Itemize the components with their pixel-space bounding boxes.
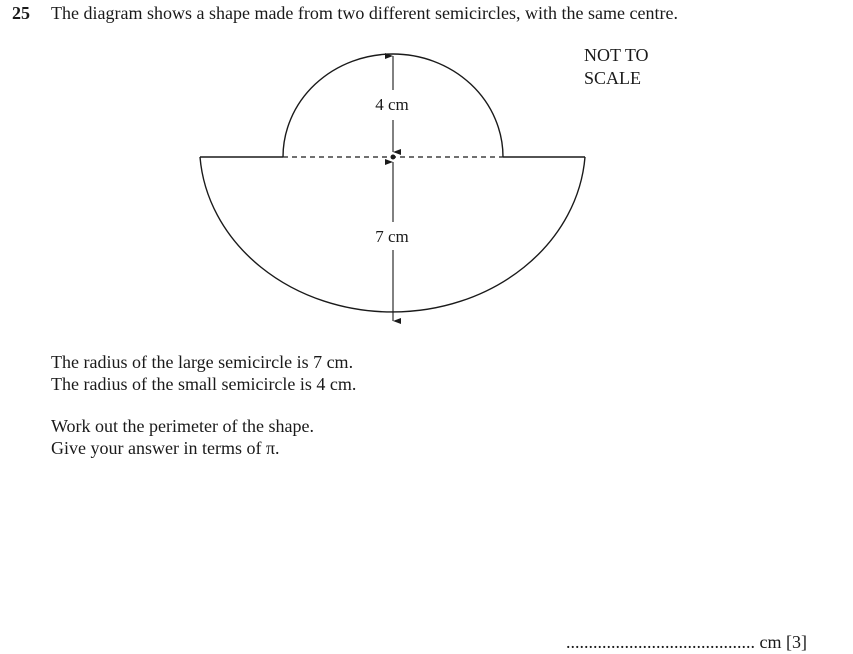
task-instructions xyxy=(51,415,314,459)
large-radius-statement: The radius of the large semicircle is 7 cm. xyxy=(51,352,354,372)
not-to-scale-line1: NOT TO xyxy=(584,45,649,65)
task-line: Work out the perimeter of the shape. xyxy=(51,416,314,436)
small-radius-label: 4 cm xyxy=(375,95,409,114)
centre-point xyxy=(391,155,396,160)
answer-line xyxy=(566,632,807,653)
not-to-scale-line2: SCALE xyxy=(584,68,642,88)
answer-blank[interactable]: .......................................... xyxy=(566,632,755,652)
marks-indicator: [3] xyxy=(786,632,807,652)
large-radius-label: 7 cm xyxy=(375,227,409,246)
given-information xyxy=(51,351,356,395)
answer-unit: cm xyxy=(759,632,782,652)
question-stem: The diagram shows a shape made from two different semicircles, with the same centre. xyxy=(51,3,678,23)
question-number: 25 xyxy=(12,3,30,23)
small-radius-statement: The radius of the small semicircle is 4 cm. xyxy=(51,374,357,394)
answer-form-line: Give your answer in terms of π. xyxy=(51,438,280,458)
